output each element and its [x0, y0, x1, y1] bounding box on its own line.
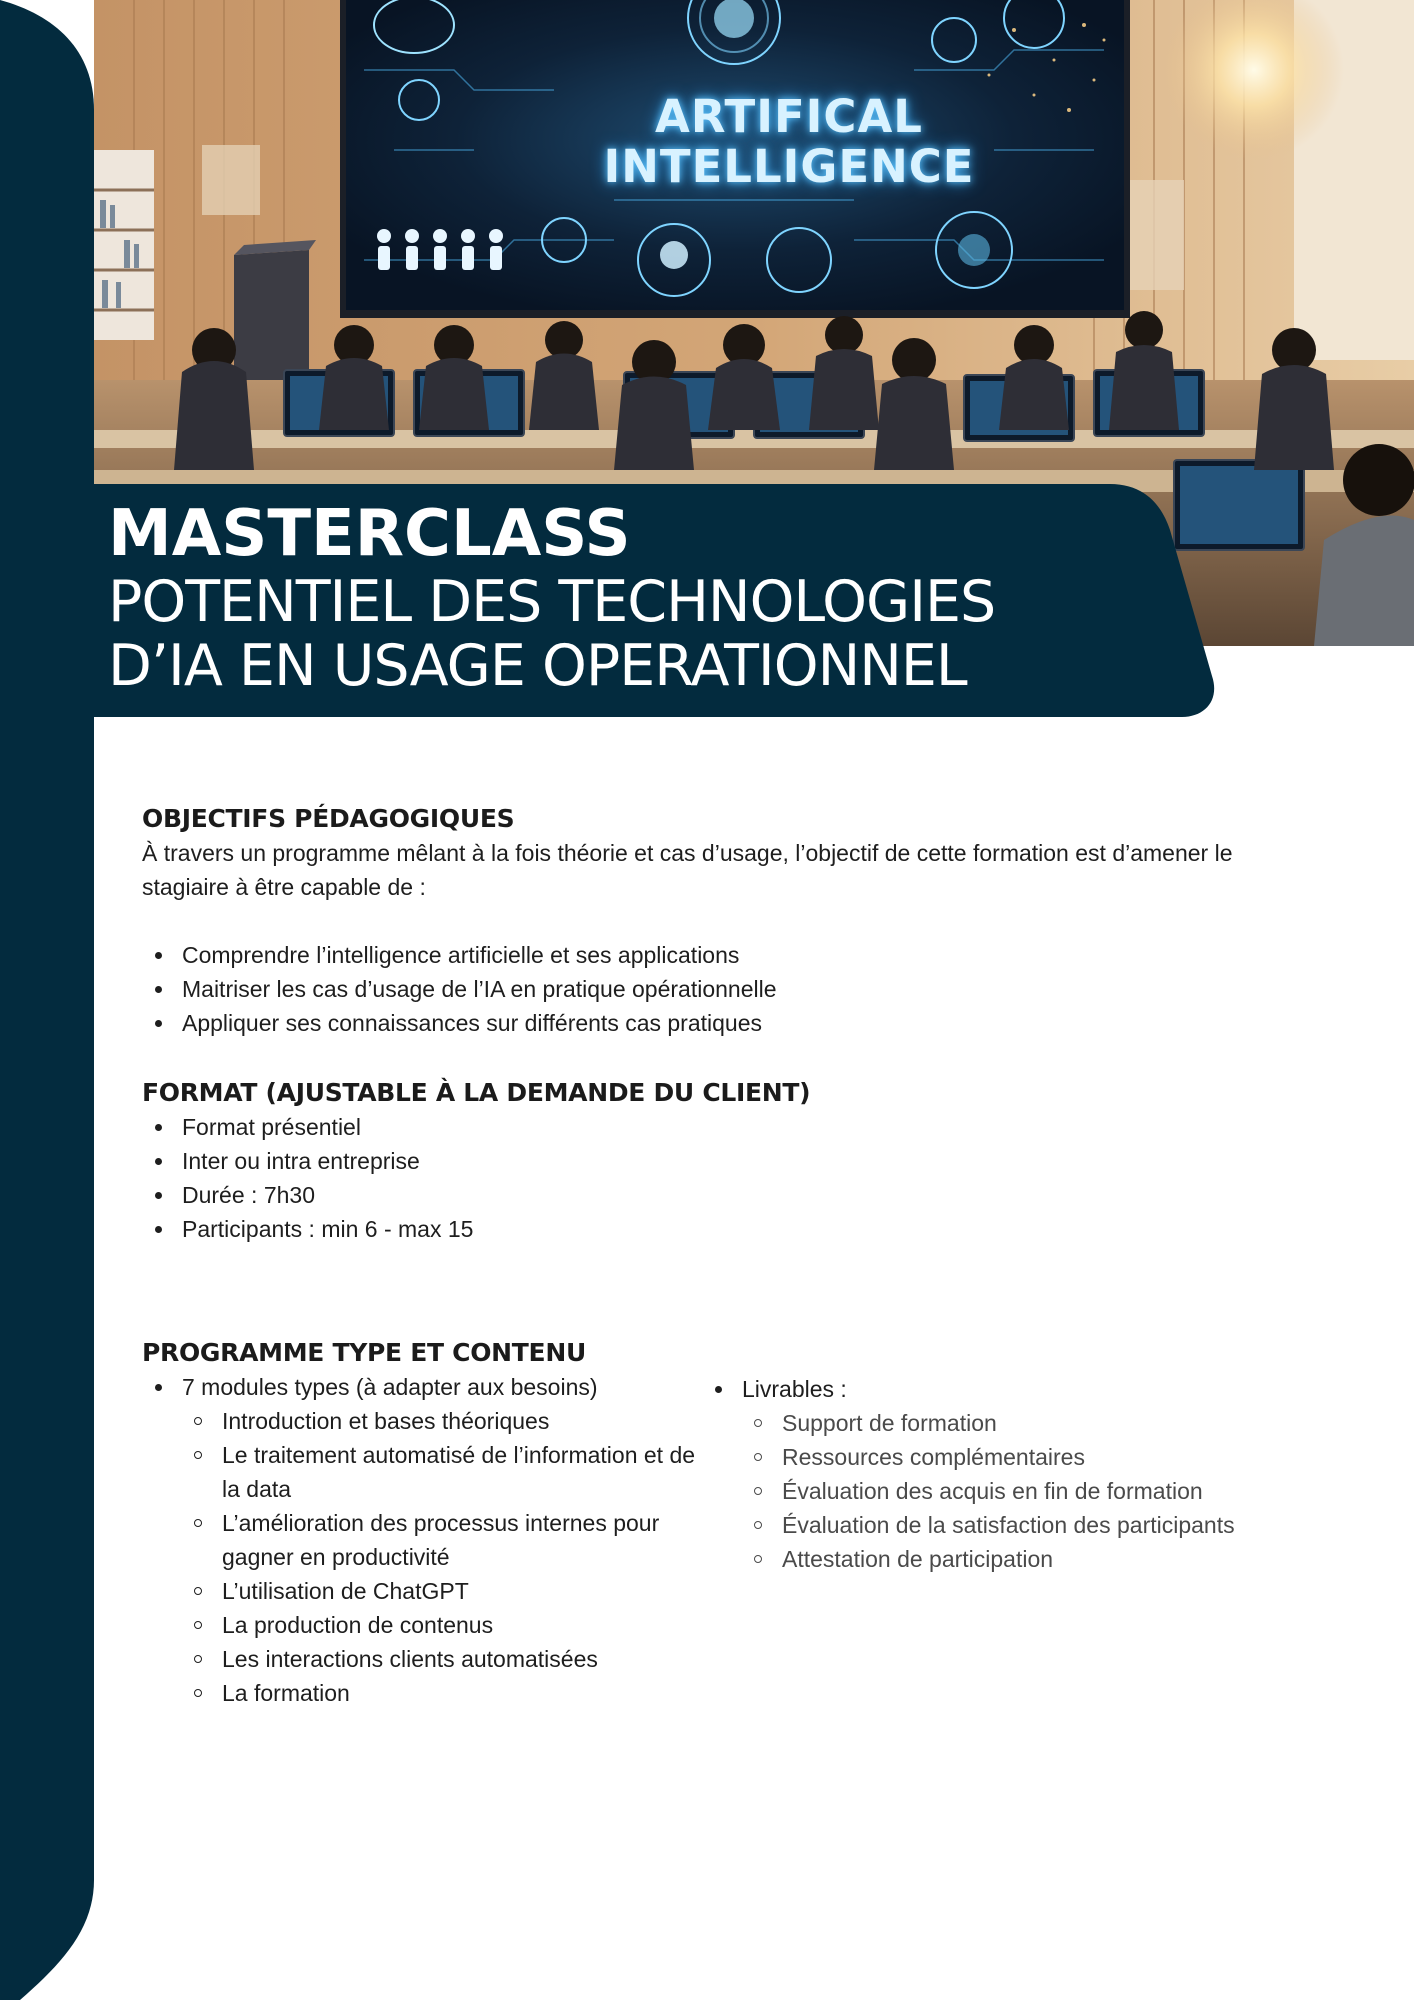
list-item: Durée : 7h30: [142, 1178, 1292, 1212]
main-content: [142, 802, 1292, 1710]
modules-list: [142, 1370, 702, 1710]
livrables-list: [702, 1372, 1282, 1576]
list-item: Le traitement automatisé de l’information et de la data: [182, 1438, 702, 1506]
list-item: Ressources complémentaires: [742, 1440, 1282, 1474]
livrables-list-item: [702, 1372, 1282, 1576]
list-item: Comprendre l’intelligence artificielle et ses applications: [142, 938, 1292, 972]
list-item: Attestation de participation: [742, 1542, 1282, 1576]
livrables-sublist: [742, 1406, 1282, 1576]
list-item: La production de contenus: [182, 1608, 702, 1642]
list-item: La formation: [182, 1676, 702, 1710]
modules-column: [142, 1370, 702, 1710]
page-subtitle-line1: POTENTIEL DES TECHNOLOGIES: [108, 569, 996, 635]
list-item: Appliquer ses connaissances sur différents cas pratiques: [142, 1006, 1292, 1040]
list-item: Évaluation des acquis en fin de formation: [742, 1474, 1282, 1508]
format-heading: FORMAT (AJUSTABLE À LA DEMANDE DU CLIENT): [142, 1078, 811, 1107]
modules-label: 7 modules types (à adapter aux besoins): [182, 1374, 598, 1400]
modules-list-item: [142, 1370, 702, 1710]
page-title: MASTERCLASS: [108, 497, 631, 571]
programme-columns: [142, 1370, 1292, 1710]
list-item: L’amélioration des processus internes pour gagner en productivité: [182, 1506, 702, 1574]
objectifs-section: [142, 802, 1292, 1040]
list-item: Maitriser les cas d’usage de l’IA en pratique opérationnelle: [142, 972, 1292, 1006]
list-item: Format présentiel: [142, 1110, 1292, 1144]
modules-sublist: [182, 1404, 702, 1710]
list-item: Inter ou intra entreprise: [142, 1144, 1292, 1178]
title-block: [108, 498, 1188, 698]
livrables-label: Livrables :: [742, 1376, 847, 1402]
objectifs-intro: À travers un programme mêlant à la fois théorie et cas d’usage, l’objectif de cette formation est d’amener le stagiaire à être capable de :: [142, 840, 1233, 900]
list-item: L’utilisation de ChatGPT: [182, 1574, 702, 1608]
list-item: Support de formation: [742, 1406, 1282, 1440]
objectifs-list: [142, 938, 1292, 1040]
screen-title-line1: ARTIFICAL: [655, 90, 923, 143]
list-item: Évaluation de la satisfaction des participants: [742, 1508, 1282, 1542]
programme-heading: PROGRAMME TYPE ET CONTENU: [142, 1338, 586, 1367]
page-subtitle-line2: D’IA EN USAGE OPERATIONNEL: [108, 633, 967, 699]
list-item: Introduction et bases théoriques: [182, 1404, 702, 1438]
programme-section: [142, 1336, 1292, 1710]
list-item: Les interactions clients automatisées: [182, 1642, 702, 1676]
objectifs-heading: OBJECTIFS PÉDAGOGIQUES: [142, 804, 515, 833]
format-list: [142, 1110, 1292, 1246]
livrables-column: [702, 1370, 1282, 1710]
format-section: [142, 1076, 1292, 1246]
screen-title-line2: INTELLIGENCE: [603, 140, 975, 193]
list-item: Participants : min 6 - max 15: [142, 1212, 1292, 1246]
